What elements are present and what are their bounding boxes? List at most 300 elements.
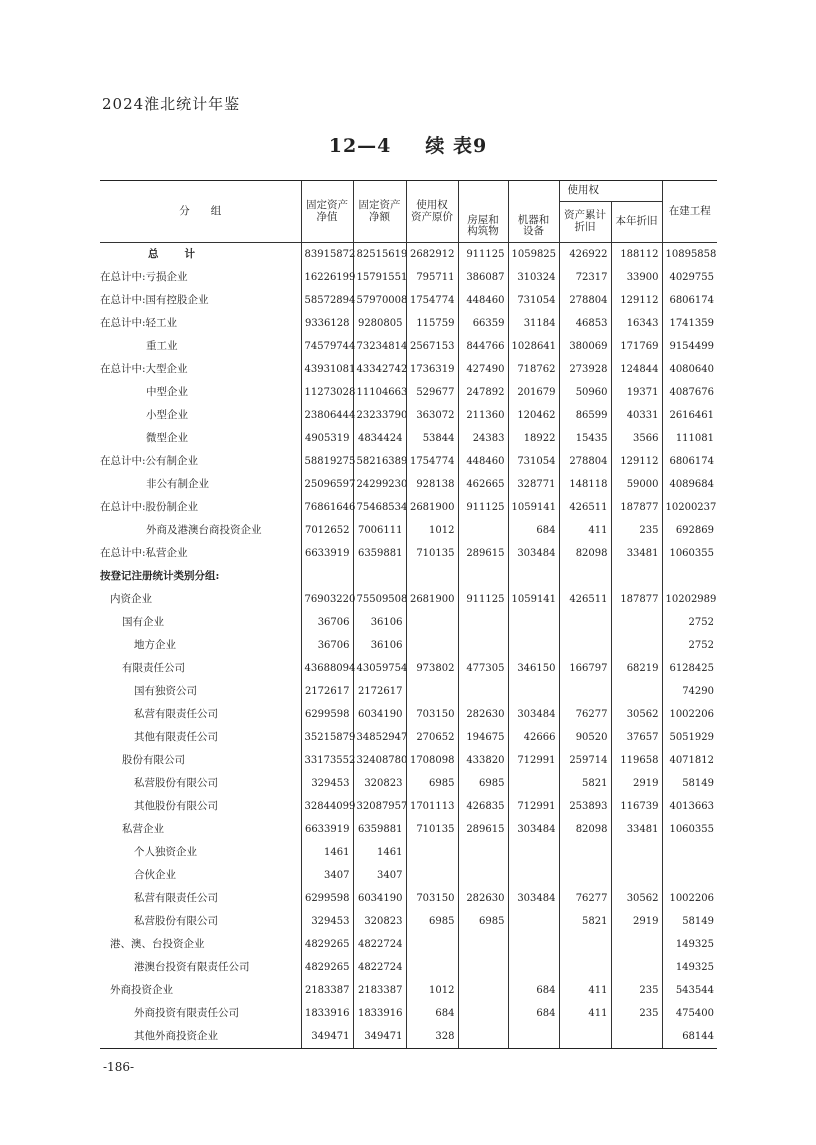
cell-value: 1754774 [406,289,458,312]
cell-value: 76861646 [301,496,353,519]
row-label-text: 外商投资企业 [110,983,173,996]
table-row [100,588,717,611]
cell-value: 16343 [611,312,662,335]
row-label-text: 股份有限公司 [122,753,185,766]
cell-value: 2183387 [353,979,406,1002]
cell-value: 235 [611,1002,662,1025]
cell-value: 710135 [406,818,458,841]
row-label-text: 私营股份有限公司 [134,776,218,789]
cell-value: 37657 [611,726,662,749]
cell-value: 2567153 [406,335,458,358]
cell-value: 320823 [353,910,406,933]
cell-value: 6633919 [301,818,353,841]
table-body [100,243,717,1049]
row-label [100,703,301,726]
cell-value: 1059141 [508,588,559,611]
cell-value: 6128425 [662,657,717,680]
cell-value: 4013663 [662,795,717,818]
cell-value [508,772,559,795]
cell-value: 911125 [458,243,508,267]
table-row [100,243,717,267]
cell-value: 58819275 [301,450,353,473]
cell-value: 50960 [559,381,611,404]
cell-value: 1461 [301,841,353,864]
cell-value: 2183387 [301,979,353,1002]
cell-value: 911125 [458,588,508,611]
cell-value [662,864,717,887]
table-row [100,956,717,979]
cell-value [458,519,508,542]
table-row [100,611,717,634]
cell-value [508,864,559,887]
cell-value: 1754774 [406,450,458,473]
row-label [100,335,301,358]
row-label-text: 在总计中:轻工业 [100,316,178,329]
row-label [100,450,301,473]
table-row [100,289,717,312]
table-row [100,864,717,887]
cell-value: 46853 [559,312,611,335]
row-label-text: 在总计中:国有控股企业 [100,293,209,306]
cell-value [508,634,559,657]
row-label [100,427,301,450]
cell-value: 187877 [611,588,662,611]
row-label-text: 总计 [148,247,221,260]
cell-value: 42666 [508,726,559,749]
cell-value: 82515619 [353,243,406,267]
cell-value [508,565,559,588]
cell-value: 111081 [662,427,717,450]
row-label-text: 私营企业 [122,822,164,835]
cell-value [458,956,508,979]
cell-value [406,680,458,703]
cell-value: 1012 [406,979,458,1002]
cell-value [559,565,611,588]
cell-value [611,634,662,657]
cell-value: 43688094 [301,657,353,680]
row-label [100,496,301,519]
row-label-text: 港澳台投资有限责任公司 [134,960,250,973]
cell-value: 10200237 [662,496,717,519]
row-label-text: 重工业 [146,339,178,352]
cell-value: 433820 [458,749,508,772]
table-row [100,772,717,795]
table-row [100,381,717,404]
cell-value [353,565,406,588]
header-group: 分 组 [100,181,301,243]
cell-value: 58149 [662,910,717,933]
cell-value [458,1002,508,1025]
cell-value: 235 [611,519,662,542]
row-label [100,542,301,565]
cell-value: 34852947 [353,726,406,749]
cell-value: 23233790 [353,404,406,427]
cell-value: 303484 [508,542,559,565]
cell-value: 692869 [662,519,717,542]
table-row [100,841,717,864]
cell-value [301,565,353,588]
cell-value: 718762 [508,358,559,381]
cell-value: 4089684 [662,473,717,496]
cell-value: 426511 [559,588,611,611]
cell-value: 59000 [611,473,662,496]
cell-value: 426511 [559,496,611,519]
cell-value: 4829265 [301,956,353,979]
cell-value: 9336128 [301,312,353,335]
cell-value: 115759 [406,312,458,335]
header-net-amount: 固定资产 净额 [353,181,406,243]
cell-value [458,933,508,956]
row-label [100,979,301,1002]
cell-value: 166797 [559,657,611,680]
cell-value: 129112 [611,289,662,312]
row-label-text: 在总计中:私营企业 [100,546,188,559]
cell-value: 2681900 [406,496,458,519]
table-row [100,1025,717,1049]
cell-value: 124844 [611,358,662,381]
cell-value: 10202989 [662,588,717,611]
cell-value: 529677 [406,381,458,404]
cell-value: 11104663 [353,381,406,404]
row-label-text: 小型企业 [146,408,188,421]
cell-value: 58216389 [353,450,406,473]
row-label [100,864,301,887]
cell-value: 2172617 [301,680,353,703]
cell-value: 16226199 [301,266,353,289]
cell-value: 346150 [508,657,559,680]
cell-value: 1461 [353,841,406,864]
row-label-text: 私营有限责任公司 [134,891,218,904]
row-label [100,358,301,381]
row-label [100,749,301,772]
row-label-text: 地方企业 [134,638,176,651]
cell-value: 2919 [611,910,662,933]
row-label-text: 外商投资有限责任公司 [134,1006,239,1019]
statistics-table [100,180,717,1049]
cell-value: 73234814 [353,335,406,358]
row-label-text: 个人独资企业 [134,845,197,858]
table-row [100,427,717,450]
cell-value: 1028641 [508,335,559,358]
cell-value: 119658 [611,749,662,772]
cell-value: 19371 [611,381,662,404]
row-label [100,933,301,956]
cell-value: 320823 [353,772,406,795]
row-label-text: 合伙企业 [134,868,176,881]
cell-value [559,611,611,634]
row-label [100,565,301,588]
cell-value [611,1025,662,1049]
cell-value: 278804 [559,450,611,473]
cell-value: 30562 [611,703,662,726]
cell-value [508,910,559,933]
row-label-text: 内资企业 [110,592,152,605]
cell-value: 411 [559,979,611,1002]
table-row [100,565,717,588]
cell-value: 75468534 [353,496,406,519]
cell-value: 1059141 [508,496,559,519]
cell-value: 120462 [508,404,559,427]
cell-value: 148118 [559,473,611,496]
cell-value: 116739 [611,795,662,818]
table-row [100,335,717,358]
row-label [100,588,301,611]
row-label-text: 在总计中:大型企业 [100,362,188,375]
cell-value: 543544 [662,979,717,1002]
cell-value: 4029755 [662,266,717,289]
cell-value: 6359881 [353,542,406,565]
table-row [100,703,717,726]
row-label [100,680,301,703]
cell-value: 349471 [353,1025,406,1049]
cell-value: 3407 [353,864,406,887]
row-label [100,266,301,289]
row-label-text: 其他股份有限公司 [134,799,218,812]
cell-value: 426835 [458,795,508,818]
cell-value: 6806174 [662,450,717,473]
table-row [100,680,717,703]
row-label [100,404,301,427]
row-label [100,772,301,795]
cell-value: 703150 [406,887,458,910]
table-row [100,519,717,542]
cell-value: 426922 [559,243,611,267]
cell-value [406,841,458,864]
cell-value: 4087676 [662,381,717,404]
cell-value: 448460 [458,450,508,473]
cell-value: 76903220 [301,588,353,611]
cell-value: 329453 [301,910,353,933]
cell-value [508,956,559,979]
row-label-text: 在总计中:公有制企业 [100,454,199,467]
cell-value: 4080640 [662,358,717,381]
cell-value: 2681900 [406,588,458,611]
cell-value: 2752 [662,634,717,657]
cell-value: 1002206 [662,887,717,910]
header-machinery: 机器和 设备 [508,181,559,243]
cell-value: 2616461 [662,404,717,427]
cell-value: 1060355 [662,818,717,841]
cell-value: 411 [559,1002,611,1025]
row-label [100,795,301,818]
cell-value: 310324 [508,266,559,289]
cell-value: 303484 [508,818,559,841]
table-number: 12—4 [328,135,392,157]
table-row [100,818,717,841]
cell-value: 194675 [458,726,508,749]
cell-value: 684 [508,519,559,542]
cell-value: 6985 [458,910,508,933]
cell-value: 129112 [611,450,662,473]
row-label-text: 国有企业 [122,615,164,628]
cell-value [508,933,559,956]
cell-value: 74290 [662,680,717,703]
cell-value: 386087 [458,266,508,289]
row-label-text: 在总计中:股份制企业 [100,500,199,513]
cell-value: 703150 [406,703,458,726]
cell-value: 43931081 [301,358,353,381]
page-number: -186- [103,1060,135,1074]
cell-value: 731054 [508,450,559,473]
cell-value: 928138 [406,473,458,496]
row-label [100,657,301,680]
cell-value: 3566 [611,427,662,450]
header-rou-accumulated: 资产累计 折旧 [559,202,611,243]
header-buildings: 房屋和 构筑物 [458,181,508,243]
cell-value: 349471 [301,1025,353,1049]
cell-value: 1701113 [406,795,458,818]
table-row [100,404,717,427]
cell-value: 58572894 [301,289,353,312]
cell-value: 2919 [611,772,662,795]
cell-value: 33173552 [301,749,353,772]
row-label-text: 外商及港澳台商投资企业 [146,523,262,536]
cell-value [458,565,508,588]
cell-value: 6985 [458,772,508,795]
cell-value: 90520 [559,726,611,749]
cell-value: 303484 [508,703,559,726]
cell-value: 4905319 [301,427,353,450]
cell-value: 33900 [611,266,662,289]
cell-value [458,634,508,657]
cell-value: 235 [611,979,662,1002]
cell-value [458,979,508,1002]
cell-value: 187877 [611,496,662,519]
row-label-text: 港、澳、台投资企业 [110,937,205,950]
cell-value: 43342742 [353,358,406,381]
table-row [100,542,717,565]
row-label-text: 在总计中:亏损企业 [100,270,188,283]
cell-value: 4822724 [353,956,406,979]
row-label-text: 私营股份有限公司 [134,914,218,927]
cell-value [611,611,662,634]
cell-value [458,680,508,703]
header-current-depreciation: 本年折旧 [611,202,662,243]
table-row [100,979,717,1002]
cell-value: 289615 [458,818,508,841]
cell-value [406,864,458,887]
cell-value: 328 [406,1025,458,1049]
table-row [100,795,717,818]
table-row [100,450,717,473]
cell-value: 35215879 [301,726,353,749]
cell-value: 5821 [559,910,611,933]
cell-value: 795711 [406,266,458,289]
table-row [100,749,717,772]
cell-value [611,956,662,979]
cell-value: 448460 [458,289,508,312]
row-label-text: 其他外商投资企业 [134,1029,218,1042]
row-label [100,887,301,910]
cell-value: 76277 [559,703,611,726]
cell-value [559,680,611,703]
cell-value: 329453 [301,772,353,795]
row-label-text: 其他有限责任公司 [134,730,218,743]
cell-value [662,841,717,864]
cell-value: 282630 [458,887,508,910]
cell-value: 282630 [458,703,508,726]
cell-value: 973802 [406,657,458,680]
row-label [100,243,301,267]
row-label [100,634,301,657]
header-net-value: 固定资产 净值 [301,181,353,243]
cell-value [458,864,508,887]
cell-value [611,864,662,887]
cell-value: 72317 [559,266,611,289]
cell-value [559,841,611,864]
cell-value: 10895858 [662,243,717,267]
cell-value: 278804 [559,289,611,312]
cell-value [611,841,662,864]
header-rou-cost: 使用权 资产原价 [406,181,458,243]
cell-value: 6806174 [662,289,717,312]
table-row [100,473,717,496]
cell-value [458,611,508,634]
cell-value: 83915872 [301,243,353,267]
cell-value: 1736319 [406,358,458,381]
cell-value: 684 [508,979,559,1002]
cell-value: 68144 [662,1025,717,1049]
cell-value: 33481 [611,818,662,841]
cell-value: 684 [508,1002,559,1025]
row-label-text: 中型企业 [146,385,188,398]
cell-value: 1059825 [508,243,559,267]
cell-value: 684 [406,1002,458,1025]
cell-value: 36106 [353,611,406,634]
cell-value: 58149 [662,772,717,795]
cell-value: 25096597 [301,473,353,496]
cell-value [458,841,508,864]
cell-value: 2682912 [406,243,458,267]
row-label [100,1025,301,1049]
cell-value: 6299598 [301,703,353,726]
table-row [100,887,717,910]
cell-value: 411 [559,519,611,542]
cell-value [559,864,611,887]
cell-value: 9280805 [353,312,406,335]
header-construction: 在建工程 [662,181,717,243]
cell-value: 24383 [458,427,508,450]
cell-value: 289615 [458,542,508,565]
cell-value: 7006111 [353,519,406,542]
row-label-text: 微型企业 [146,431,188,444]
cell-value: 11273028 [301,381,353,404]
cell-value [406,933,458,956]
cell-value [508,841,559,864]
cell-value: 1060355 [662,542,717,565]
table-title-suffix: 续 表9 [425,135,488,157]
cell-value: 273928 [559,358,611,381]
cell-value: 270652 [406,726,458,749]
cell-value: 712991 [508,749,559,772]
row-label [100,818,301,841]
cell-value: 86599 [559,404,611,427]
cell-value [406,956,458,979]
table-row [100,657,717,680]
cell-value [406,565,458,588]
cell-value: 844766 [458,335,508,358]
cell-value [406,611,458,634]
row-label-text: 非公有制企业 [146,477,209,490]
cell-value: 2752 [662,611,717,634]
cell-value: 2172617 [353,680,406,703]
cell-value: 30562 [611,887,662,910]
cell-value: 1833916 [301,1002,353,1025]
cell-value [559,956,611,979]
cell-value: 57970008 [353,289,406,312]
cell-value: 31184 [508,312,559,335]
table-row [100,933,717,956]
